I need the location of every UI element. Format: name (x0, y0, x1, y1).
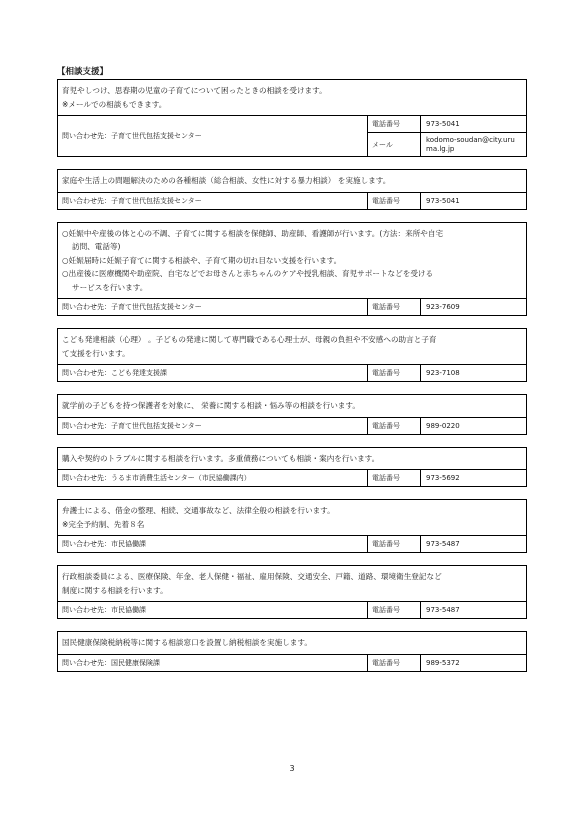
contact-row (58, 418, 526, 434)
contact-row (58, 536, 526, 552)
consultation-block-development (57, 328, 527, 382)
block-description (58, 80, 526, 116)
tel-number: 973-5487 (426, 606, 460, 614)
tel-number: 923-7108 (426, 369, 460, 377)
description-line: ○妊娠中や産後の体と心の不調、子育てに関する相談を保健師、助産師、看護師が行います。(方法：来所や自宅 (62, 228, 444, 238)
description-line: こども発達相談（心理） 。子どもの発達に関して専門職である心理士が、母親の負担や不安感への助言と子育 (62, 335, 437, 344)
tel-label: 電話番号 (368, 116, 421, 132)
tel-label: 電話番号 (368, 299, 421, 315)
tel-number: 923-7609 (426, 303, 460, 311)
contact-name: 問い合わせ先：国民健康保険課 (58, 655, 368, 671)
description-line: ○出産後に医療機関や助産院、自宅などでお母さんと赤ちゃんのケアや授乳相談、育児サポートなどを受ける (62, 269, 434, 278)
description-line: 就学前の子どもを持つ保護者を対象に、 栄養に関する相談・悩み等の相談を行います。 (62, 401, 360, 410)
consultation-block-tax (57, 631, 527, 672)
consultation-block-nutrition (57, 394, 527, 435)
consultation-block-administrative (57, 565, 527, 619)
consultation-block-legal (57, 499, 527, 553)
contact-name: 問い合わせ先：子育て世代包括支援センター (58, 418, 368, 434)
description-line: ※完全予約制、先着８名 (62, 519, 145, 529)
contact-name: 問い合わせ先：こども発達支援課 (58, 365, 368, 381)
tel-label: 電話番号 (368, 193, 421, 209)
contact-row (58, 116, 526, 156)
consultation-block-general (57, 169, 527, 210)
description-line: 行政相談委員による、医療保険、年金、老人保健・福祉、雇用保険、交通安全、戸籍、道路、環境衛生登記など (62, 572, 442, 581)
block-description (58, 500, 526, 536)
contact-name: 問い合わせ先：子育て世代包括支援センター (58, 193, 368, 209)
contact-name: 問い合わせ先：市民協働課 (58, 602, 368, 618)
block-description (58, 632, 526, 655)
tel-label: 電話番号 (368, 470, 421, 486)
contact-name: 問い合わせ先：市民協働課 (58, 536, 368, 552)
contact-row (58, 470, 526, 486)
tel-label: 電話番号 (368, 602, 421, 618)
contact-row (58, 602, 526, 618)
block-description (58, 395, 526, 418)
contact-name: 問い合わせ先：うるま市消費生活センター（市民協働課内） (58, 470, 368, 486)
block-description (58, 566, 526, 602)
contact-row (58, 365, 526, 381)
description-line: サービスを行います。 (72, 282, 148, 292)
mail-address[interactable] (421, 133, 526, 156)
block-description (58, 170, 526, 193)
document-page (57, 66, 527, 684)
tel-number: 973-5041 (426, 196, 460, 205)
description-line: て支援を行います。 (62, 348, 130, 358)
contact-name: 問い合わせ先：子育て世代包括支援センター (58, 116, 368, 156)
description-line: 国民健康保険税納税等に関する相談窓口を設置し納税相談を実施します。 (62, 638, 312, 647)
description-line: 制度に関する相談を行います。 (62, 585, 168, 595)
contact-row (58, 193, 526, 209)
contact-row (58, 655, 526, 671)
tel-label: 電話番号 (368, 365, 421, 381)
contact-name: 問い合わせ先：子育て世代包括支援センター (58, 299, 368, 315)
tel-number: 973-5041 (426, 119, 460, 128)
tel-label: 電話番号 (368, 418, 421, 434)
mail-address-text: kodomo-soudan@city.uruma.lg.jp (426, 135, 515, 153)
tel-number: 989-0220 (426, 421, 460, 430)
description-line: 購入や契約のトラブルに関する相談を行います。多重債務についても相談・案内を行います。 (62, 453, 380, 463)
consultation-block-consumer (57, 447, 527, 488)
tel-label: 電話番号 (368, 655, 421, 671)
block-description (58, 223, 526, 300)
description-line: 訪問、電話等) (72, 242, 121, 251)
tel-number: 989-5372 (426, 658, 460, 667)
description-line: ※メールでの相談もできます。 (62, 99, 167, 109)
tel-number: 973-5692 (426, 474, 460, 482)
description-line: 弁護士による、借金の整理、相続、交通事故など、法律全般の相談を行います。 (62, 506, 335, 515)
tel-number: 973-5487 (426, 540, 460, 548)
tel-label: 電話番号 (368, 536, 421, 552)
description-line: 家庭や生活上の問題解決のための各種相談（総合相談、女性に対する暴力相談） を実施します。 (62, 176, 391, 185)
description-line: 育児やしつけ、思春期の児童の子育てについて困ったときの相談を受けます。 (62, 86, 327, 95)
block-description (58, 448, 526, 471)
contact-row (58, 299, 526, 315)
mail-label: メール (368, 133, 421, 156)
consultation-block-pregnancy (57, 222, 527, 317)
section-title: 【相談支援】 (57, 67, 109, 77)
description-line: ○妊娠届時に妊娠子育てに関する相談や、子育て期の切れ目ない支援を行います。 (62, 255, 342, 265)
block-description (58, 329, 526, 365)
consultation-block-childrearing (57, 79, 527, 157)
page-number: 3 (289, 764, 295, 773)
